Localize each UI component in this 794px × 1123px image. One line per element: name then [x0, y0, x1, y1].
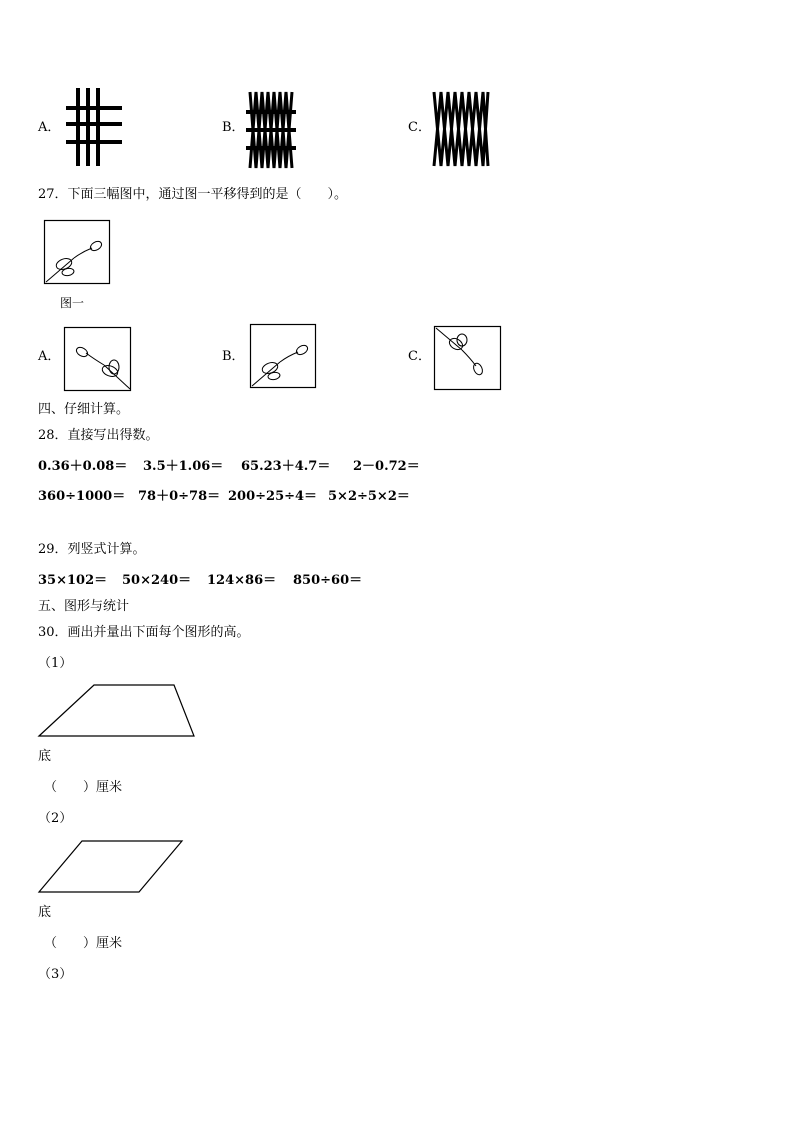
section-4-title: 四、仔细计算。	[38, 402, 130, 417]
q28-item: 360÷1000＝	[38, 489, 126, 504]
grid-pattern-a	[66, 88, 122, 166]
question-27: 27．下面三幅图中，通过图一平移得到的是（ ）。	[38, 187, 348, 202]
figure-one-branch	[44, 220, 110, 284]
section-5-title: 五、图形与统计	[38, 599, 130, 614]
q27-option-b-label: B．	[222, 349, 245, 364]
q30-part-1-answer-blank[interactable]: （ ）厘米	[44, 780, 123, 795]
q30-part-2-number: （2）	[38, 811, 73, 826]
q28-item: 0.36＋0.08＝	[38, 459, 128, 474]
zigzag-grid-pattern-b	[246, 92, 296, 168]
q28-item: 65.23＋4.7＝	[241, 459, 331, 474]
question-29: 29．列竖式计算。	[38, 542, 146, 557]
q30-part-3-number: （3）	[38, 967, 73, 982]
q29-item: 850÷60＝	[293, 573, 363, 588]
figure-one-label: 图一	[60, 296, 85, 310]
parallelogram-figure	[38, 840, 184, 894]
question-30: 30．画出并量出下面每个图形的高。	[38, 625, 250, 640]
q29-item: 35×102＝	[38, 573, 108, 588]
option-c-label: C．	[408, 120, 431, 135]
zigzag-pattern-c	[432, 92, 490, 166]
q30-part-1-base-label: 底	[38, 749, 52, 764]
question-28: 28．直接写出得数。	[38, 428, 159, 443]
option-a-label: A．	[38, 120, 61, 135]
q28-item: 200÷25÷4＝	[228, 489, 318, 504]
q28-item: 5×2÷5×2＝	[328, 489, 410, 504]
q29-item: 124×86＝	[207, 573, 277, 588]
q27-option-b-figure	[250, 324, 316, 388]
q29-item: 50×240＝	[122, 573, 192, 588]
q28-item: 78＋0÷78＝	[138, 489, 221, 504]
q27-option-a-figure	[64, 327, 131, 391]
q27-option-c-figure	[434, 326, 501, 390]
q30-part-2-answer-blank[interactable]: （ ）厘米	[44, 936, 123, 951]
q27-option-c-label: C．	[408, 349, 431, 364]
q28-item: 2－0.72＝	[353, 459, 420, 474]
q30-part-1-number: （1）	[38, 656, 73, 671]
q27-option-a-label: A．	[38, 349, 61, 364]
option-b-label: B．	[222, 120, 245, 135]
trapezoid-figure	[38, 684, 196, 738]
q30-part-2-base-label: 底	[38, 905, 52, 920]
q28-item: 3.5＋1.06＝	[143, 459, 224, 474]
